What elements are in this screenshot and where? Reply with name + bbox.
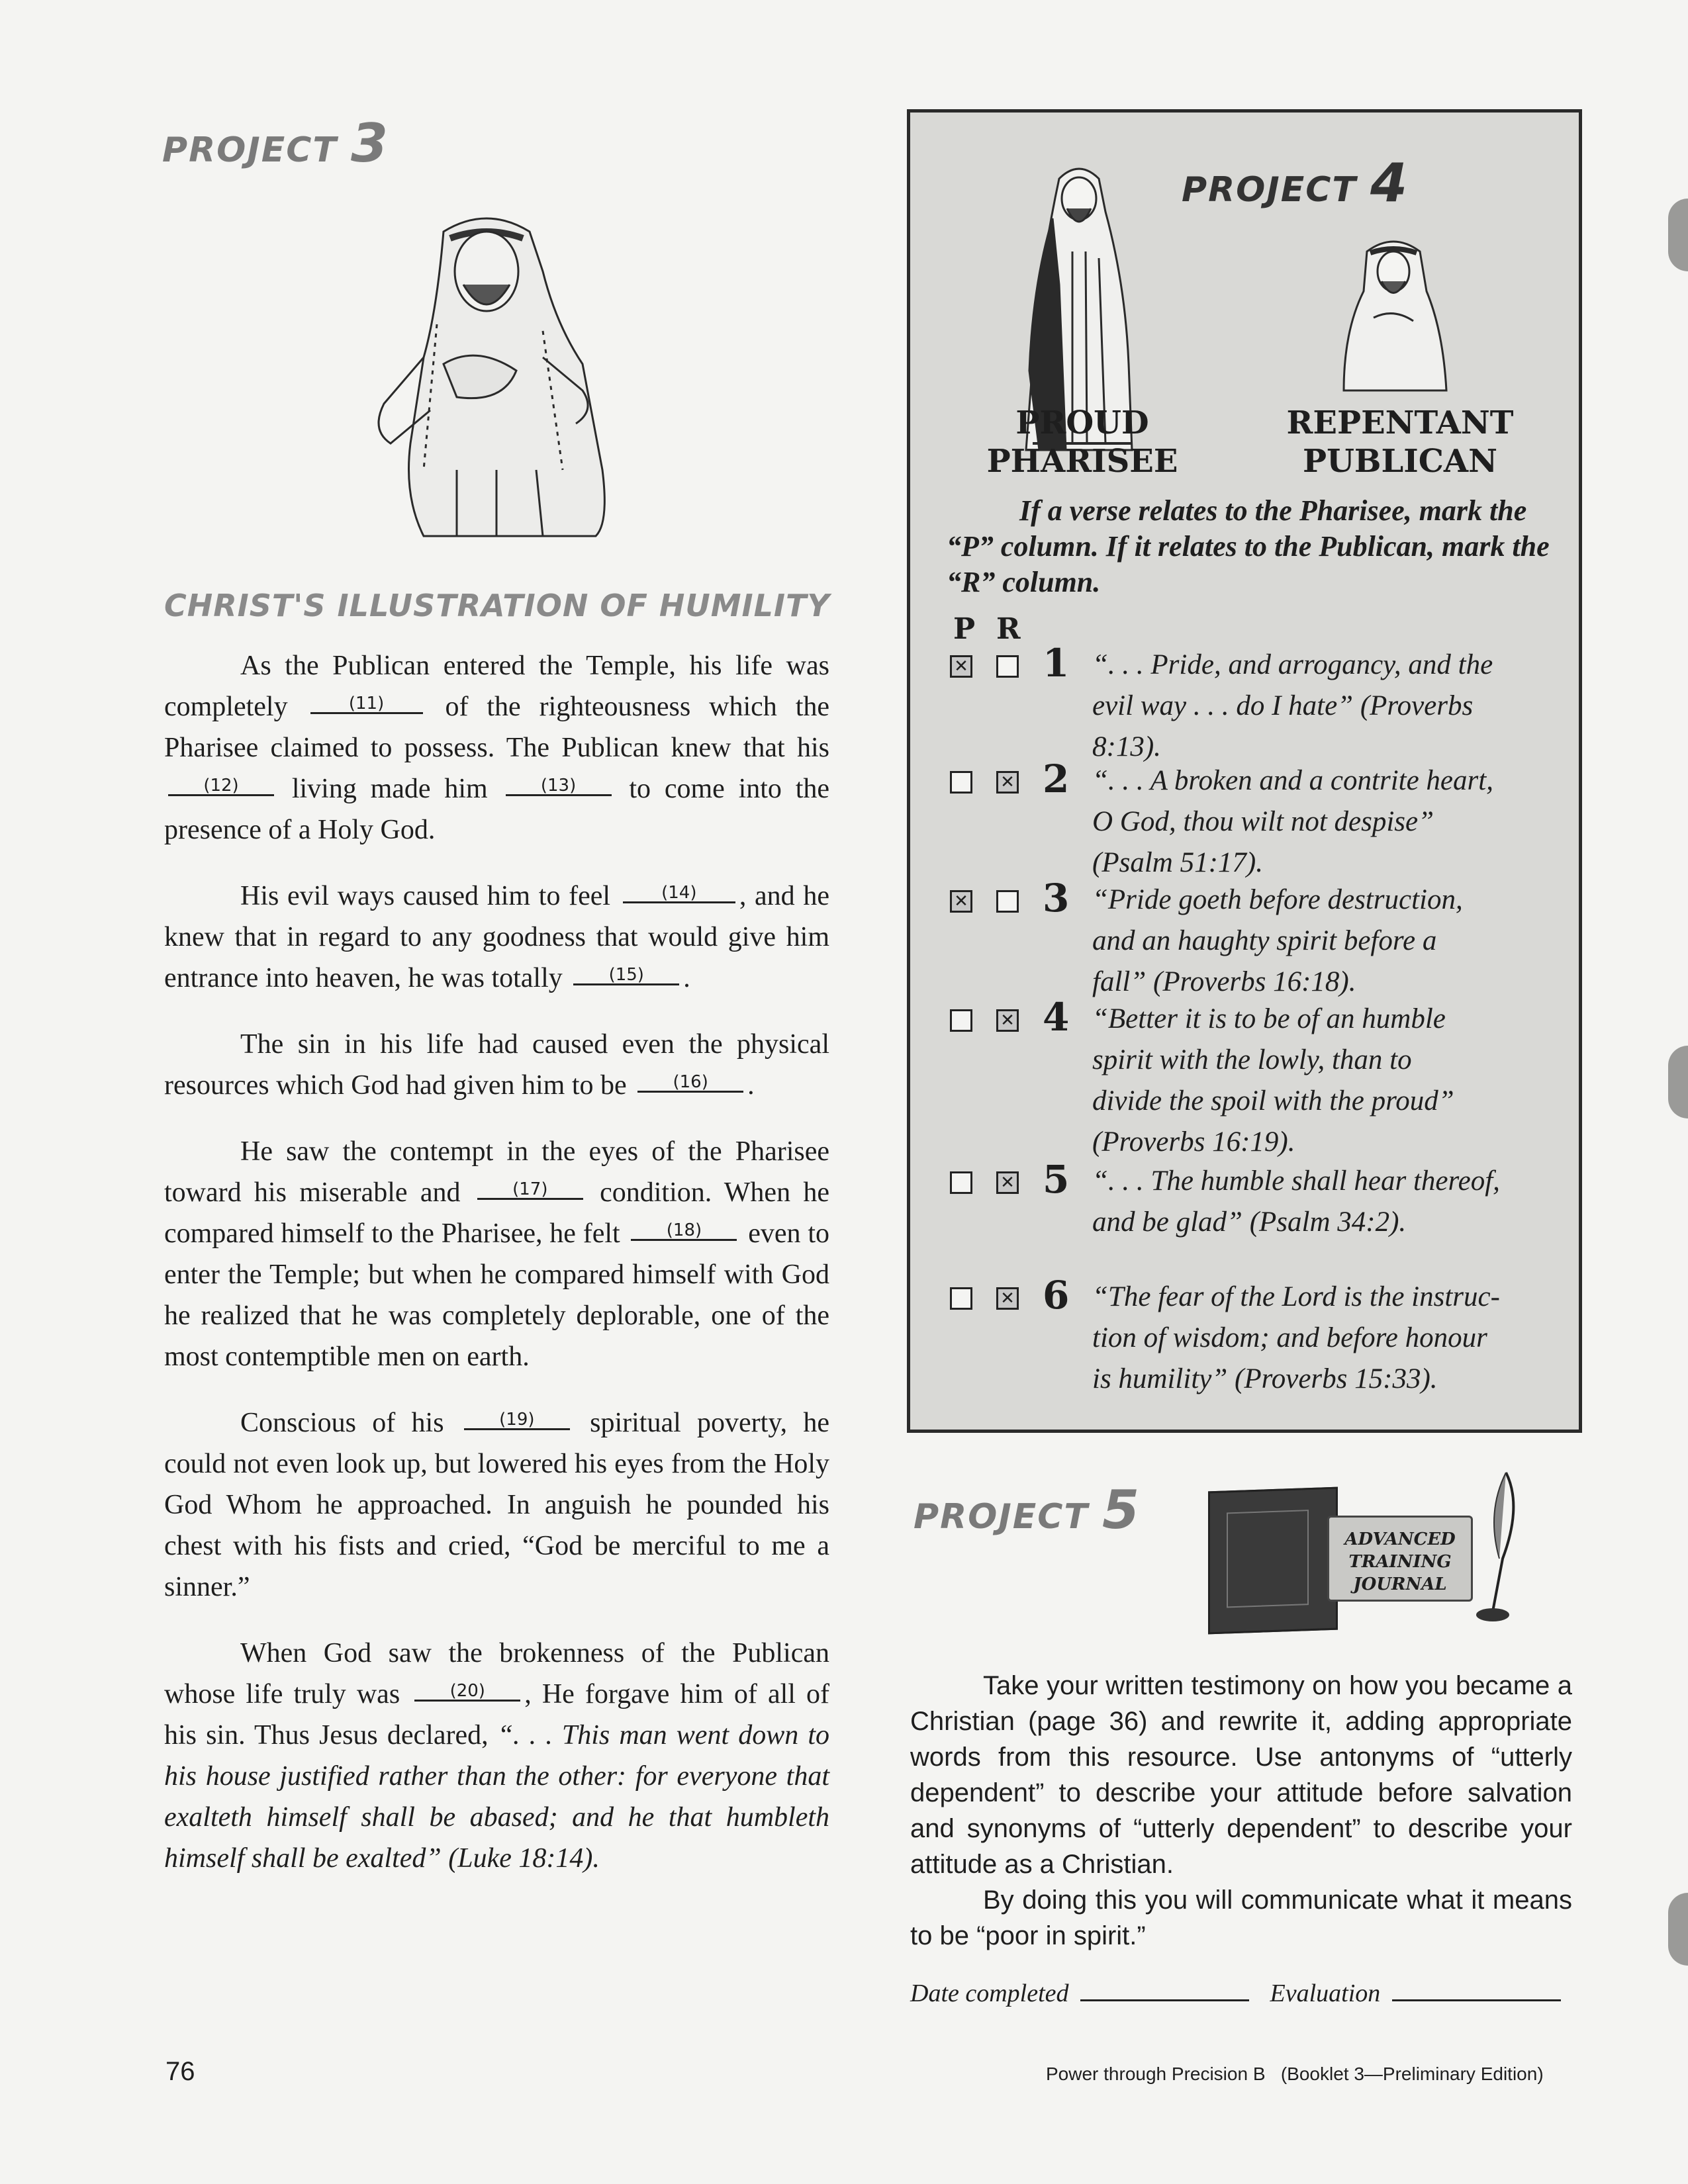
paragraph-4: He saw the contempt in the eyes of the Pharisee toward his miserable and (17) condition. When he compared himself to the Pharisee, he felt (18) even to enter the Temple; but when he compared himself with God he realized that he was completely deplorable, one of the most contemptible men on earth.: [164, 1136, 830, 1372]
checkbox-r-1[interactable]: [996, 655, 1019, 678]
paragraph-5: Conscious of his (19) spiritual poverty, he could not even look up, but lowered his eyes from the Holy God Whom he approached. In anguish he pounded his chest with his fists and cried, “God be merciful to me a sinner.”: [164, 1408, 830, 1602]
project-4-box: [907, 109, 1582, 1433]
verse-text: [1092, 760, 1569, 884]
project-4-instructions: If a verse relates to the Pharisee, mark the “P” column. If it relates to the Publican, mark the “R” column.: [947, 494, 1550, 598]
column-header-p: P: [953, 612, 976, 646]
verse-number: 1: [1043, 641, 1070, 686]
blank-13: (13): [506, 777, 612, 796]
verse-line: is humility” (Proverbs 15:33).: [1092, 1363, 1438, 1394]
project-5-title: [914, 1479, 1141, 1541]
verse-number: 5: [1043, 1157, 1070, 1202]
verse-line: “The fear of the Lord is the instruc-: [1092, 1281, 1500, 1312]
binder-hole-middle: [1668, 1046, 1688, 1118]
verse-line: and be glad” (Psalm 34:2).: [1092, 1206, 1407, 1238]
verse-line: “. . . A broken and a contrite heart,: [1092, 765, 1493, 796]
verse-line: and an haughty spirit before a: [1092, 925, 1437, 956]
project-5-body: [910, 1668, 1572, 1954]
blank-18: (18): [631, 1222, 737, 1241]
checkbox-p-3[interactable]: ✕: [950, 890, 972, 913]
blank-15: (15): [573, 966, 679, 985]
checkbox-p-1[interactable]: ✕: [950, 655, 972, 678]
publican-small-illustration: [1334, 225, 1453, 397]
project-3-body: [164, 645, 829, 1904]
project-5-number: 5: [1102, 1479, 1141, 1541]
caption-proud-pharisee: PROUD PHARISEE: [986, 404, 1178, 480]
blank-19: (19): [464, 1411, 570, 1430]
blank-17: (17): [477, 1181, 583, 1200]
checkbox-r-3[interactable]: [996, 890, 1019, 913]
blank-20: (20): [414, 1682, 520, 1702]
checkbox-r-4[interactable]: ✕: [996, 1009, 1019, 1032]
project-5-label: PROJECT: [914, 1497, 1089, 1537]
project-3-label: PROJECT: [162, 130, 338, 170]
evaluation-label: Evaluation: [1270, 1979, 1381, 2007]
paragraph-3: The sin in his life had caused even the physical resources which God had given him to be (16) .: [164, 1029, 829, 1101]
date-completed-label: Date completed: [910, 1979, 1069, 2007]
luke-quote: “. . . This man went down to his house justified rather than the other: for everyone that exalteth himself shall be abased; and he that humbleth himself shall be exalted” (Luke 18:14).: [164, 1720, 830, 1874]
verse-text: [1092, 1161, 1569, 1243]
project-4-title: [1182, 152, 1409, 214]
verse-line: “Pride goeth before destruction,: [1092, 884, 1463, 915]
date-completed-field[interactable]: [1080, 1999, 1249, 2001]
verse-line: divide the spoil with the proud”: [1092, 1085, 1454, 1116]
verse-number: 3: [1043, 876, 1070, 921]
blank-12: (12): [168, 777, 274, 796]
caption-repentant-publican: REPENTANT PUBLICAN: [1286, 404, 1514, 480]
verse-text: [1092, 880, 1569, 1003]
publican-illustration: [344, 192, 635, 549]
paragraph-6: When God saw the brokenness of the Publican whose life truly was (20) , He forgave him of all of his sin. Thus Jesus declared, “. . . This man went down to his house justified rather than the other: for everyone that exalteth himself shall be abased; and he that humbleth himself shall be exalted” (Luke 18:14).: [164, 1638, 830, 1874]
evaluation-field[interactable]: [1392, 1999, 1561, 2001]
verse-line: evil way . . . do I hate” (Proverbs: [1092, 690, 1474, 721]
booklet-footer: Power through Precision B (Booklet 3—Preliminary Edition): [1046, 2064, 1544, 2084]
project-5-paragraph-1: Take your written testimony on how you became a Christian (page 36) and rewrite it, adding appropriate words from this resource. Use antonyms of “utterly dependent” to describe your attitude before salvation and synonyms of “utterly dependent” to describe your attitude as a Christian.: [910, 1671, 1572, 1879]
verse-text: [1092, 1277, 1569, 1400]
verse-line: 8:13).: [1092, 731, 1161, 762]
project-3-title: [162, 113, 389, 175]
project-3-number: 3: [350, 113, 390, 175]
verse-number: 6: [1043, 1273, 1070, 1318]
verse-line: “Better it is to be of an humble: [1092, 1003, 1446, 1034]
verse-number: 2: [1043, 756, 1070, 801]
checkbox-p-2[interactable]: [950, 771, 972, 794]
verse-text: [1092, 645, 1569, 768]
verse-line: “. . . Pride, and arrogancy, and the: [1092, 649, 1493, 680]
blank-11: (11): [310, 695, 423, 714]
checkbox-p-5[interactable]: [950, 1171, 972, 1194]
project-5-paragraph-2: By doing this you will communicate what it means to be “poor in spirit.”: [910, 1886, 1572, 1950]
paragraph-2: His evil ways caused him to feel (14) , and he knew that in regard to any goodness that would give him entrance into heaven, he was totally (15) .: [164, 881, 830, 993]
project-4-label: PROJECT: [1182, 170, 1357, 210]
verse-line: spirit with the lowly, than to: [1092, 1044, 1412, 1075]
quill-icon: [1466, 1466, 1526, 1625]
checkbox-r-2[interactable]: ✕: [996, 771, 1019, 794]
verse-text: [1092, 999, 1569, 1163]
binder-hole-bottom: [1668, 1893, 1688, 1966]
blank-16: (16): [637, 1073, 743, 1093]
paragraph-1: As the Publican entered the Temple, his life was completely (11) of the righteousness which the Pharisee claimed to possess. The Publican knew that his (12) living made him (13) to come into the presence of a Holy God.: [164, 651, 830, 845]
journal-book-icon: [1208, 1487, 1338, 1635]
column-header-r: R: [996, 612, 1021, 646]
checkbox-p-4[interactable]: [950, 1009, 972, 1032]
verse-line: fall” (Proverbs 16:18).: [1092, 966, 1356, 997]
verse-line: O God, thou wilt not despise”: [1092, 806, 1434, 837]
section-heading-humility: CHRIST'S ILLUSTRATION OF HUMILITY: [164, 588, 830, 623]
verse-line: “. . . The humble shall hear thereof,: [1092, 1165, 1500, 1197]
checkbox-p-6[interactable]: [950, 1287, 972, 1310]
completion-line: [910, 1979, 1572, 2008]
verse-number: 4: [1043, 995, 1070, 1040]
verse-line: (Psalm 51:17).: [1092, 847, 1263, 878]
binder-hole-top: [1668, 199, 1688, 271]
verse-line: tion of wisdom; and before honour: [1092, 1322, 1487, 1353]
page-number: 76: [165, 2057, 195, 2086]
checkbox-r-5[interactable]: ✕: [996, 1171, 1019, 1194]
verse-line: (Proverbs 16:19).: [1092, 1126, 1295, 1158]
verse-items: [910, 641, 1579, 1410]
journal-label-plate: ADVANCED TRAINING JOURNAL: [1327, 1516, 1473, 1602]
checkbox-r-6[interactable]: ✕: [996, 1287, 1019, 1310]
blank-14: (14): [623, 884, 735, 903]
project-4-number: 4: [1370, 152, 1409, 214]
